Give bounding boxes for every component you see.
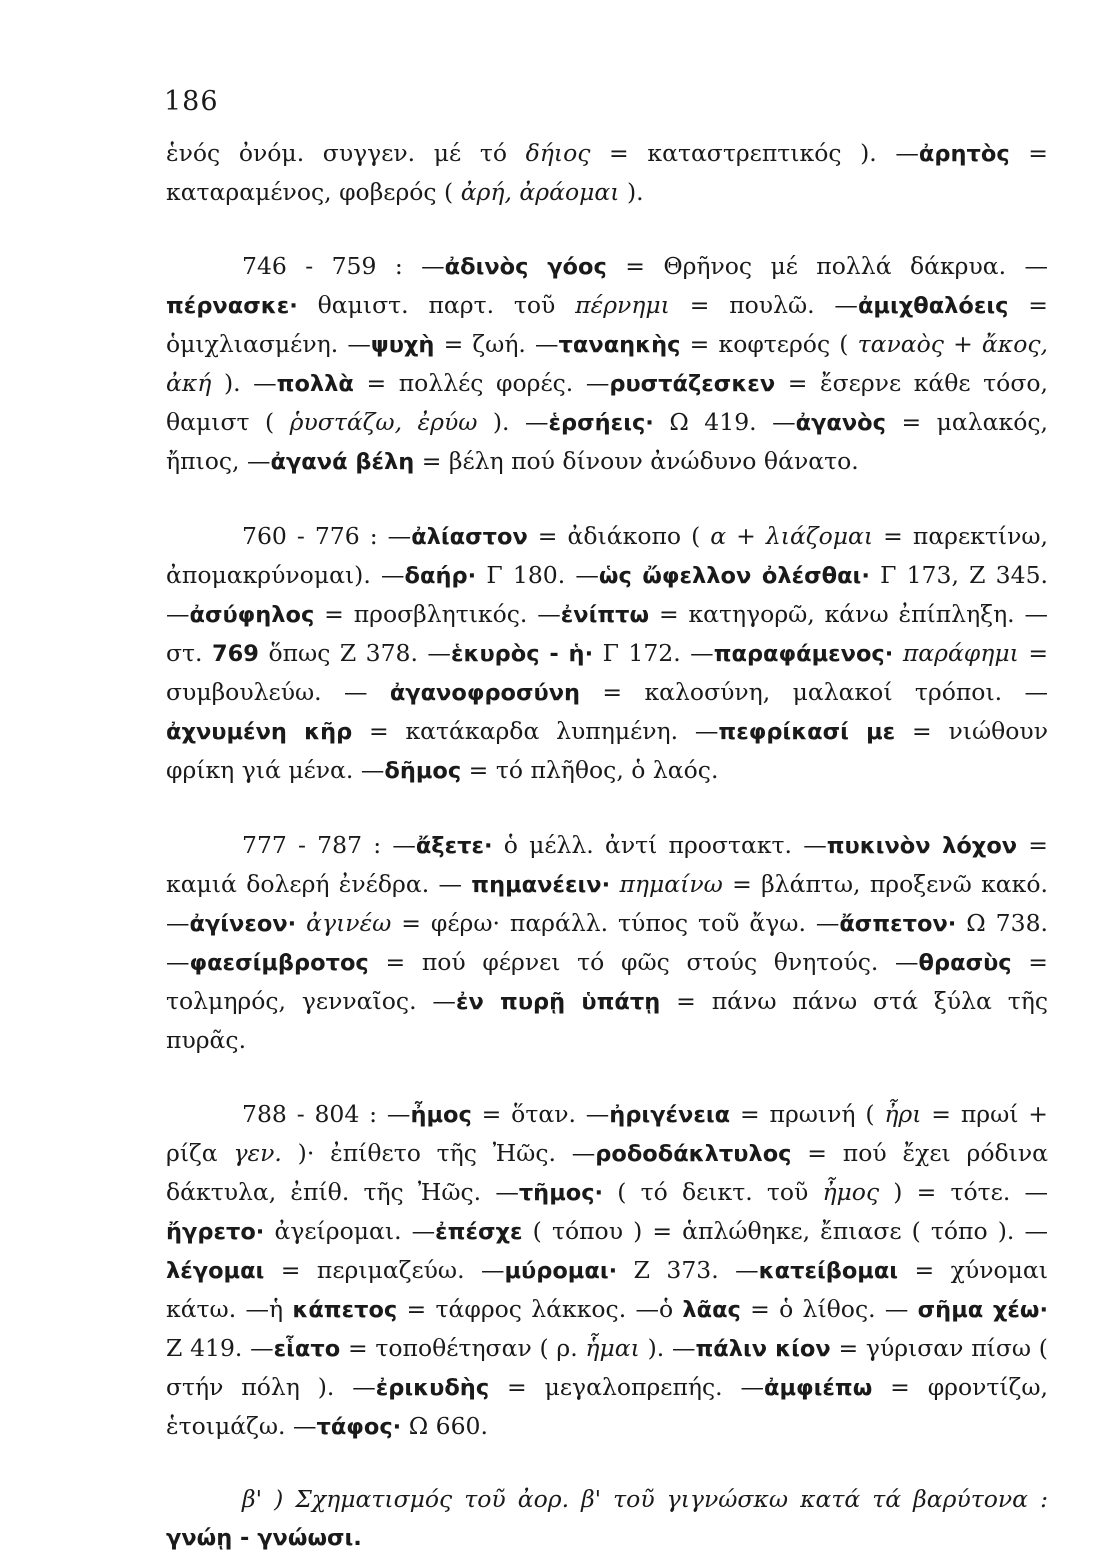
headword: ταναηκὴς — [558, 332, 681, 358]
text-segment: = κατηγορῶ, κάνω ἐπίπληξη. —στ. — [166, 600, 1048, 667]
paragraph — [166, 826, 1048, 1059]
headword: 769 — [212, 641, 259, 667]
headword: ἑκυρὸς - ἡ· — [450, 641, 594, 667]
text-segment: = μαλακός, ἤπιος, — — [166, 408, 1048, 475]
paragraph — [166, 1480, 1048, 1557]
text-segment: Ζ 373. — — [617, 1256, 759, 1284]
text-segment: = προσβλητικός. — — [314, 600, 561, 628]
italic-text: ταναὸς + ἄκος, ἀκή — [166, 330, 1048, 397]
text-segment: = πάνω πάνω στά ξύλα τῆς πυρᾶς. — [166, 987, 1048, 1054]
headword: ψυχὴ — [370, 332, 435, 358]
text-segment: = βλάπτω, προξενῶ κακό. — — [166, 870, 1048, 937]
text-segment: = βέλη πού δίνουν ἀνώδυνο θάνατο. — [414, 447, 859, 475]
headword: ἐρικυδὴς — [375, 1375, 490, 1401]
headword: πολλὰ — [276, 371, 354, 397]
text-segment: = ἔσερνε κάθε τόσο, θαμιστ ( — [166, 369, 1048, 436]
text-segment: = κοφτερός ( — [680, 330, 858, 358]
text-segment: = ὁμιχλιασμένη. — — [166, 291, 1048, 358]
headword: κάπετος — [292, 1297, 398, 1323]
text-segment: = ὁ λίθος. — — [740, 1295, 918, 1323]
italic-text: ἀρή, ἀράομαι — [460, 178, 620, 206]
headword: ἀγανά βέλη — [270, 449, 415, 475]
paragraph — [166, 247, 1048, 481]
text-segment: = μεγαλοπρεπής. — — [489, 1373, 764, 1401]
headword: μύρομαι· — [504, 1258, 618, 1284]
text-segment: ( τόπου ) = ἁπλώθηκε, ἔπιασε ( τόπο ). — — [522, 1217, 1048, 1245]
headword: ἠριγένεια — [609, 1102, 731, 1128]
text-segment — [893, 639, 902, 667]
text-segment: = πού φέρνει τό φῶς στούς θνητούς. — — [368, 948, 919, 976]
italic-text: α + λιάζομαι — [710, 522, 874, 550]
text-segment: = τοποθέτησαν ( ρ. — [340, 1334, 586, 1362]
italic-text: ἦρι — [884, 1100, 922, 1128]
italic-text: ἧμαι — [585, 1334, 640, 1362]
headword: ροδοδάκλτυλος — [595, 1141, 792, 1167]
headword: δαήρ· — [404, 563, 477, 589]
text-segment: Γ 173, Ζ 345. — — [166, 561, 1048, 628]
headword: κατείβομαι — [758, 1258, 899, 1284]
headword: ἀγανὸς — [795, 410, 886, 436]
text-segment: = γύρισαν πίσω ( στήν πόλη ). — — [166, 1334, 1048, 1401]
text-segment: = περιμαζεύω. — — [264, 1256, 505, 1284]
headword: ἀμφιέπω — [763, 1375, 873, 1401]
text-segment: Γ 180. — — [476, 561, 599, 589]
headword: ἤγρετο· — [166, 1219, 265, 1245]
italic-text: πημαίνω — [619, 870, 723, 898]
headword: ὡς ὤφελλον ὀλέσθαι· — [598, 563, 870, 589]
text-segment: ). — [619, 178, 644, 206]
italic-text: γεν. — [233, 1139, 282, 1167]
text-segment: = φέρω· παράλλ. τύπος τοῦ ἄγω. — — [391, 909, 840, 937]
text-segment: β' ) Σχηματισμός τοῦ ἀορ. β' τοῦ γιγνώσκω κατά τά βαρύτονα : — [242, 1485, 1048, 1513]
text-segment: Γ 172. — — [593, 639, 714, 667]
paragraph — [166, 1095, 1048, 1446]
text-segment: = πολλές φορές. — — [353, 369, 610, 397]
text-segment: Ω 660. — [401, 1412, 488, 1440]
italic-text: ἦμος — [822, 1178, 880, 1206]
headword: ἄξετε· — [415, 833, 493, 859]
text-segment: = πουλῶ. — — [669, 291, 858, 319]
paragraph — [166, 134, 1048, 211]
headword: ἐπέσχε — [435, 1219, 523, 1245]
text-segment: = καταστρεπτικός ). — — [590, 139, 919, 167]
text-segment: ). — — [211, 369, 277, 397]
headword: ἀλίαστον — [411, 524, 528, 550]
headword: ἀγίνεον· — [189, 911, 297, 937]
text-segment: = τάφρος λάκκος. —ὁ — [397, 1295, 683, 1323]
headword: ἄσπετον· — [839, 911, 957, 937]
text-segment: = ζωή. — — [434, 330, 559, 358]
headword: φαεσίμβροτος — [189, 950, 369, 976]
text-segment: = νιώθουν φρίκη γιά μένα. — — [166, 717, 1049, 784]
headword: ἐνίπτω — [560, 602, 650, 628]
headword: ἑρσήεις· — [548, 410, 654, 436]
text-segment: ). — — [639, 1334, 696, 1362]
text-segment: 760 - 776 : — — [242, 522, 412, 550]
headword: ἐν πυρῇ ὑπάτῃ — [455, 989, 661, 1015]
text-segment: = πού ἔχει ρόδινα δάκτυλα, ἐπίθ. τῆς Ἠῶς. — — [166, 1139, 1049, 1206]
text-segment — [296, 909, 306, 937]
text-segment: = καταραμένος, φοβερός ( — [166, 139, 1048, 206]
headword: γνώῃ - γνώωσι. — [166, 1525, 362, 1551]
italic-text: δήιος — [525, 139, 591, 167]
headword: ἦμος — [410, 1102, 472, 1128]
italic-text: ἀγινέω — [306, 909, 392, 937]
headword: πάλιν κίον — [695, 1336, 831, 1362]
text-segment: ( τό δεικτ. τοῦ — [603, 1178, 823, 1206]
text-segment: = συμβουλεύω. — — [166, 639, 1049, 706]
headword: πεφρίκασί με — [718, 719, 896, 745]
headword: ἀμιχθαλόεις — [857, 293, 1009, 319]
page-body — [166, 134, 1048, 1557]
text-segment: )· ἐπίθετο τῆς Ἠῶς. — — [281, 1139, 596, 1167]
headword: δῆμος — [384, 758, 462, 784]
headword: ἀγανοφροσύνη — [389, 680, 581, 706]
text-segment: = χύνομαι κάτω. —ἡ — [166, 1256, 1048, 1323]
text-segment: ) = τότε. — — [879, 1178, 1048, 1206]
text-segment: = καμιά δολερή ἐνέδρα. — — [166, 831, 1048, 898]
headword: τῆμος· — [518, 1180, 604, 1206]
text-segment: = τό πλῆθος, ὁ λαός. — [461, 756, 719, 784]
text-segment: = καλοσύνη, μαλακοί τρόποι. — — [580, 678, 1048, 706]
headword: ἀσύφηλος — [189, 602, 315, 628]
headword: πημανέειν· — [471, 872, 611, 898]
headword: λᾶας — [682, 1297, 741, 1323]
text-segment: = ὅταν. — — [471, 1100, 610, 1128]
headword: εἷατο — [273, 1336, 341, 1362]
text-segment: Ω 419. — — [653, 408, 796, 436]
text-segment: Ζ 419. — — [166, 1334, 274, 1362]
headword: σῆμα χέω· — [917, 1297, 1048, 1323]
headword: παραφάμενος· — [713, 641, 894, 667]
headword: ἀρητὸς — [918, 141, 1010, 167]
headword: λέγομαι — [166, 1258, 265, 1284]
headword: θρασὺς — [918, 950, 1012, 976]
text-segment: Ω 738. — — [166, 909, 1048, 976]
paragraph — [166, 517, 1048, 790]
text-segment: = πρωινή ( — [730, 1100, 885, 1128]
text-segment: = ἀδιάκοπο ( — [527, 522, 711, 550]
text-segment: 746 - 759 : — — [242, 252, 445, 280]
text-segment: 788 - 804 : — — [242, 1100, 411, 1128]
headword: πέρνασκε· — [166, 293, 298, 319]
headword: πυκινὸν λόχον — [826, 833, 1018, 859]
text-segment: = πρωί + ρίζα — [166, 1100, 1048, 1167]
italic-text: ῥυστάζω, ἐρύω — [289, 408, 478, 436]
italic-text: πέρνημι — [575, 291, 670, 319]
text-segment: ὅπως Ζ 378. — — [258, 639, 451, 667]
text-segment: = παρεκτίνω, ἀπομακρύνομαι). — — [166, 522, 1048, 589]
text-segment: 777 - 787 : — — [242, 831, 416, 859]
page-number: 186 — [164, 86, 219, 117]
text-segment: θαμιστ. παρτ. τοῦ — [297, 291, 576, 319]
text-segment: = τολμηρός, γενναῖος. — — [166, 948, 1048, 1015]
headword: ἀδινὸς γόος — [444, 254, 607, 280]
text-segment: = Θρῆνος μέ πολλά δάκρυα. — — [606, 252, 1049, 280]
headword: ρυστάζεσκεν — [609, 371, 776, 397]
text-segment: ἑνός ὀνόμ. συγγεν. μέ τό — [166, 139, 526, 167]
text-segment: = κατάκαρδα λυπημένη. — — [352, 717, 719, 745]
italic-text: παράφημι — [902, 639, 1019, 667]
text-segment: ὁ μέλλ. ἀντί προστακτ. — — [492, 831, 827, 859]
headword: τάφος· — [316, 1414, 402, 1440]
text-segment: = φροντίζω, ἑτοιμάζω. — — [166, 1373, 1048, 1440]
headword: ἀχνυμένη κῆρ — [166, 719, 353, 745]
text-segment: ἀγείρομαι. — — [264, 1217, 436, 1245]
text-segment: ). — — [477, 408, 549, 436]
